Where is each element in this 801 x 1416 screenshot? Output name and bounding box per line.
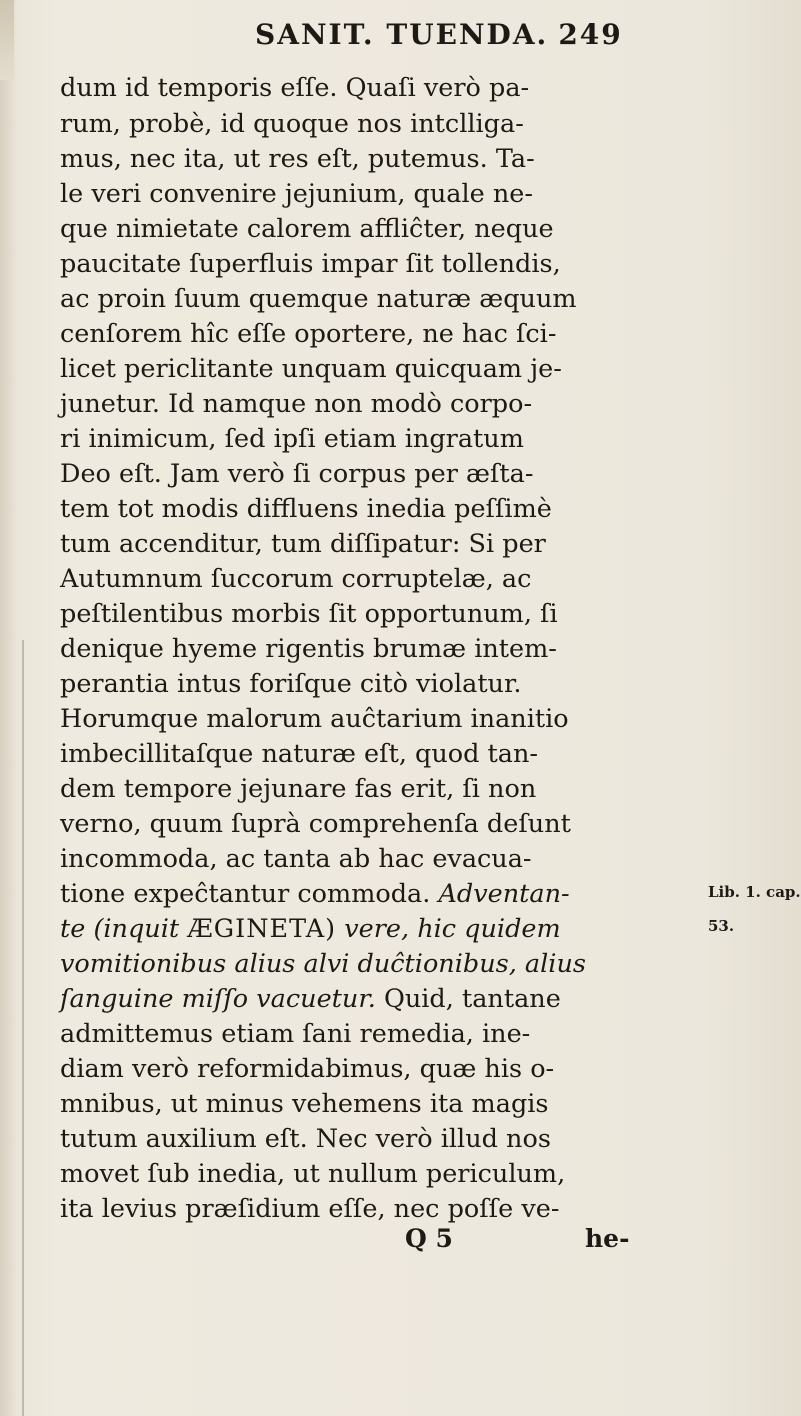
- running-header: [255, 18, 635, 58]
- page-number: 249: [558, 18, 623, 51]
- italic-segment: vere, hic quidem: [344, 914, 561, 944]
- text-line: perantia intus foriſque citò violatur.: [60, 669, 522, 699]
- text-line: tem tot modis diffluens inedia peſſimè: [60, 494, 552, 524]
- text-segment: Quid, tantane: [383, 984, 561, 1014]
- text-line: tutum auxilium eſt. Nec verò illud nos: [60, 1124, 551, 1154]
- margin-note-reference: Lib. 1. cap.: [708, 883, 801, 901]
- catchword: he-: [585, 1224, 630, 1253]
- text-line: que nimietate calorem affliĉter, neque: [60, 214, 554, 244]
- gutter-line: [22, 640, 24, 1416]
- text-line: imbecillitaſque naturæ eſt, quod tan-: [60, 739, 539, 769]
- text-line: tum accenditur, tum diſſipatur: Si per: [60, 529, 546, 559]
- page-edge-shadow: [0, 0, 14, 80]
- running-title: SANIT. TUENDA.: [255, 18, 549, 51]
- text-line: licet periclitante unquam quicquam je-: [60, 354, 562, 384]
- text-line: denique hyeme rigentis brumæ intem-: [60, 634, 557, 664]
- italic-segment: Adventan-: [438, 879, 570, 909]
- text-line: diam verò reformidabimus, quæ his o-: [60, 1054, 555, 1084]
- text-line: ri inimicum, ſed ipſi etiam ingratum: [60, 424, 524, 454]
- text-line: Deo eſt. Jam verò ſi corpus per æſta-: [60, 459, 534, 489]
- text-line: dem tempore jejunare fas erit, ſi non: [60, 774, 537, 804]
- text-line: le veri convenire jejunium, quale ne-: [60, 179, 533, 209]
- text-line: vomitionibus alius alvi duĉtionibus, alius: [60, 949, 586, 979]
- text-line: rum, probè, id quoque nos intclliga-: [60, 109, 524, 139]
- text-line: ita levius præſidium eſſe, nec poſſe ve-: [60, 1194, 560, 1224]
- text-line: [60, 876, 570, 912]
- text-line: Horumque malorum auĉtarium inanitio: [60, 704, 569, 734]
- text-segment: te (inquit: [60, 914, 180, 944]
- text-line: junetur. Id namque non modò corpo-: [60, 389, 533, 419]
- text-line: dum id temporis eſſe. Quaſi verò pa-: [60, 73, 530, 103]
- text-line: ac proin ſuum quemque naturæ æquum: [60, 284, 577, 314]
- italic-segment: ſanguine miſſo vacuetur.: [60, 984, 376, 1014]
- text-line: mnibus, ut minus vehemens ita magis: [60, 1089, 549, 1119]
- text-line: mus, nec ita, ut res eſt, putemus. Ta-: [60, 144, 535, 174]
- margin-note-reference-page: 53.: [708, 917, 735, 935]
- text-line: Autumnum ſuccorum corruptelæ, ac: [60, 564, 532, 594]
- text-line: verno, quum ſuprà comprehenſa deſunt: [60, 809, 571, 839]
- text-line: incommoda, ac tanta ab hac evacua-: [60, 844, 532, 874]
- text-segment: tione expeĉtantur commoda.: [60, 879, 431, 909]
- text-line: [60, 911, 561, 947]
- text-line: [60, 981, 561, 1017]
- text-line: movet ſub inedia, ut nullum periculum,: [60, 1159, 566, 1189]
- author-name: ÆGINETA): [187, 914, 337, 944]
- text-line: paucitate ſuperfluis impar ſit tollendis,: [60, 249, 561, 279]
- text-line: cenſorem hîc eſſe oportere, ne hac ſci-: [60, 319, 557, 349]
- text-line: peſtilentibus morbis ſit opportunum, ſi: [60, 599, 558, 629]
- signature-mark: Q 5: [405, 1224, 453, 1253]
- text-line: admittemus etiam ſani remedia, ine-: [60, 1019, 531, 1049]
